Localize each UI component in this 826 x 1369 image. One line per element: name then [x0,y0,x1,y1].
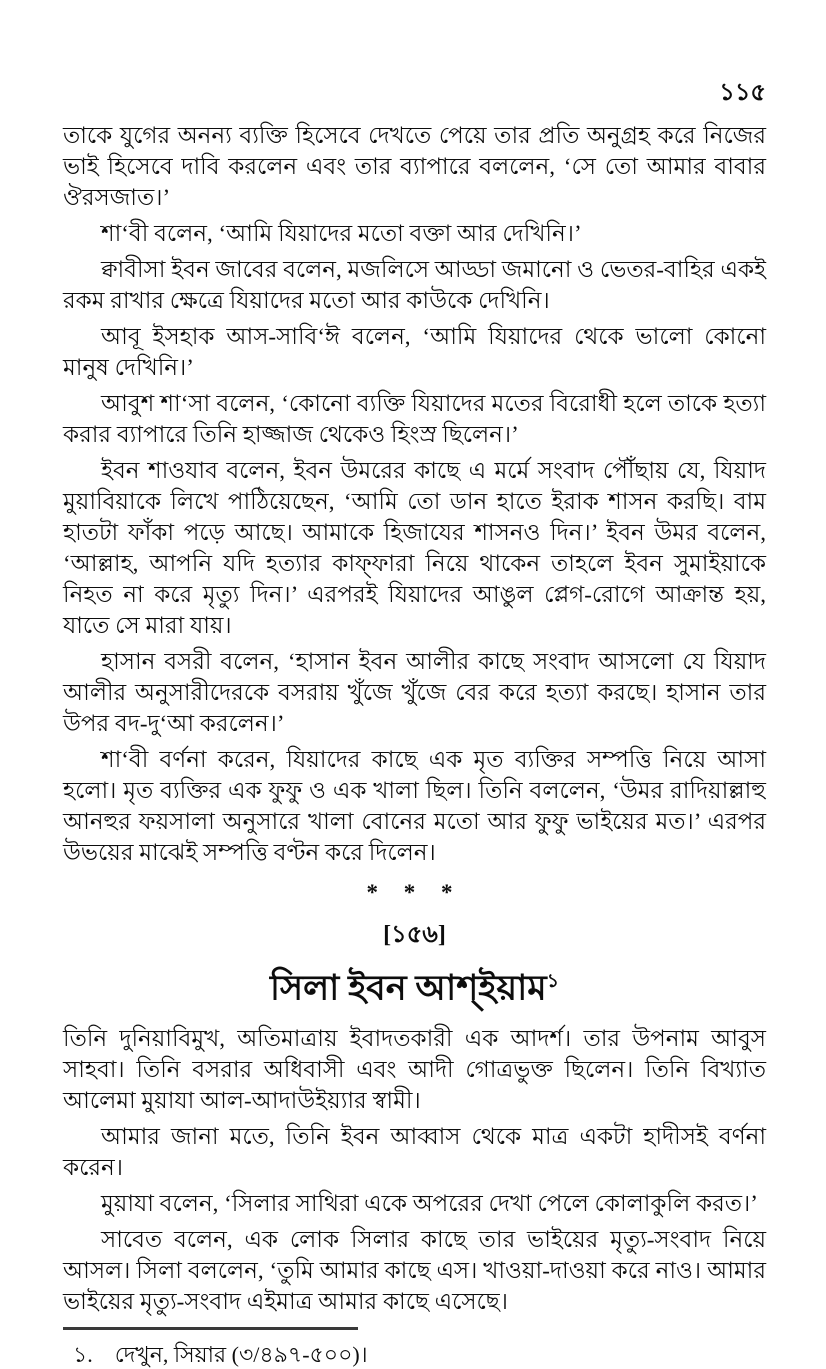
footnote-text: দেখুন, সিয়ার (৩/৪৯৭-৫০০)। [114,1341,368,1367]
paragraph: মুয়াযা বলেন, ‘সিলার সাথিরা একে অপরের দেখা পেলে কোলাকুলি করত।’ [101,1190,758,1216]
paragraph: তিনি দুনিয়াবিমুখ, অতিমাত্রায় ইবাদতকারী এক আদর্শ। তার উপনাম আবুস সাহবা। তিনি বসরার অধিবাসী এবং আদী গোত্রভুক্ত ছিলেন। তিনি বিখ্যাত আলেমা মুয়াযা আল-আদাউইয়্যার স্বামী। [63,1025,766,1113]
paragraph: ক্বাবীসা ইবন জাবের বলেন, মজলিসে আড্ডা জমানো ও ভেতর-বাহির একই রকম রাখার ক্ষেত্রে যিয়াদের মতো আর কাউকে দেখিনি। [63,257,766,313]
paragraph: শা‘বী বলেন, ‘আমি যিয়াদের মতো বক্তা আর দেখিনি।’ [101,221,582,246]
paragraph: হাসান বসরী বলেন, ‘হাসান ইবন আলীর কাছে সংবাদ আসলো যে যিয়াদ আলীর অনুসারীদেরকে বসরায় খুঁজে খুঁজে বের করে হত্যা করছে। হাসান তার উপর বদ-দু‘আ করলেন।’ [63,649,766,736]
paragraph: ইবন শাওযাব বলেন, ইবন উমরের কাছে এ মর্মে সংবাদ পৌঁছায় যে, যিয়াদ মুয়াবিয়াকে লিখে পাঠিয়েছেন, ‘আমি তো ডান হাতে ইরাক শাসন করছি। বাম হাতটা ফাঁকা পড়ে আছে। আমাকে হিজাযের শাসনও দিন।’ ইবন উমর বলেন, ‘আল্লাহ, আপনি যদি হত্যার কাফ্ফারা নিয়ে থাকেন তাহলে ইবন সুমাইয়াকে নিহত না করে মৃত্যু দিন।’ এরপরই যিয়াদের আঙুল প্লেগ-রোগে আক্রান্ত হয়, যাতে সে মারা যায়। [63,458,766,638]
paragraph: আবূ ইসহাক আস-সাবি‘ঈ বলেন, ‘আমি যিয়াদের থেকে ভালো কোনো মানুষ দেখিনি।’ [63,324,766,380]
footnote-number: ১. [73,1341,93,1367]
entry-header [63,916,766,1011]
footnote [63,1340,766,1369]
section-sila-ibn-ashyam [63,1023,766,1317]
footnote-block [63,1327,766,1369]
entry-number: [১৫৬] [383,922,446,948]
entry-title-text: সিলা ইবন আশ্ইয়াম [269,968,547,1008]
entry-title [63,960,766,1011]
section-divider-asterisks: * * * [366,880,463,905]
paragraph: আবুশ শা‘সা বলেন, ‘কোনো ব্যক্তি যিয়াদের মতের বিরোধী হলে তাকে হত্যা করার ব্যাপারে তিনি হাজ্জাজ থেকেও হিংস্র ছিলেন।’ [63,391,766,447]
section-ziyad-continued [63,120,766,868]
paragraph: শা‘বী বর্ণনা করেন, যিয়াদের কাছে এক মৃত ব্যক্তির সম্পত্তি নিয়ে আসা হলো। মৃত ব্যক্তির এক ফুফু ও এক খালা ছিল। তিনি বললেন, ‘উমর রাদিয়াল্লাহু আনহুর ফয়সালা অনুসারে খালা বোনের মতো আর ফুফু ভাইয়ের মত।’ এরপর উভয়ের মাঝেই সম্পত্তি বণ্টন করে দিলেন। [63,747,766,865]
footnote-divider-rule [63,1327,358,1330]
paragraph: তাকে যুগের অনন্য ব্যক্তি হিসেবে দেখতে পেয়ে তার প্রতি অনুগ্রহ করে নিজের ভাই হিসেবে দাবি করলেন এবং তার ব্যাপারে বললেন, ‘সে তো আমার বাবার ঔরসজাত।’ [63,123,766,210]
page-number: ১১৫ [719,80,766,106]
paragraph: সাবেত বলেন, এক লোক সিলার কাছে তার ভাইয়ের মৃত্যু-সংবাদ নিয়ে আসল। সিলা বললেন, ‘তুমি আমার কাছে এস। খাওয়া-দাওয়া করে নাও। আমার ভাইয়ের মৃত্যু-সংবাদ এইমাত্র আমার কাছে এসেছে। [63,1226,766,1314]
footnote-reference-mark: ১ [546,971,560,992]
paragraph: আমার জানা মতে, তিনি ইবন আব্বাস থেকে মাত্র একটা হাদীসই বর্ণনা করেন। [63,1123,766,1180]
